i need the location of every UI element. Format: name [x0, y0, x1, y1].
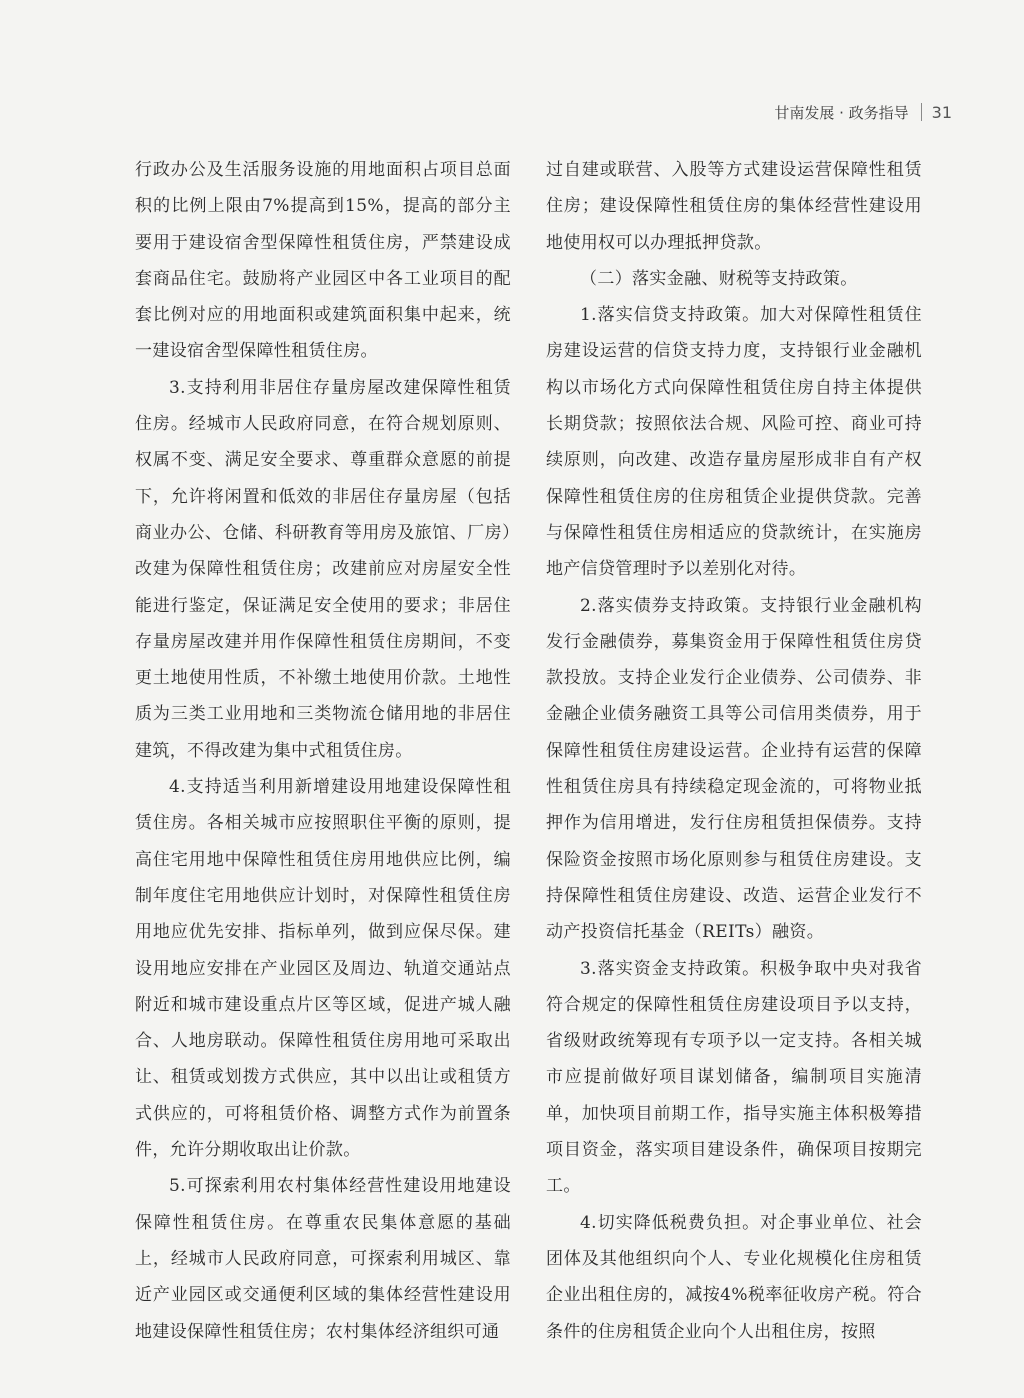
paragraph-credit-support: 1.落实信贷支持政策。加大对保障性租赁住房建设运营的信贷支持力度，支持银行业金融机构以市场化方式向保障性租赁住房自持主体提供长期贷款；按照依法合规、风险可控、商业可持续原则，向改建、改造存量房屋形成非自有产权保障性租赁住房的住房租赁企业提供贷款。完善与保障性租赁住房相适应的贷款统计，在实施房地产信贷管理时予以差别化对待。	[546, 305, 922, 580]
header-divider	[921, 103, 922, 121]
page-number: 31	[931, 102, 952, 122]
publication-title: 甘南发展 · 政务指导	[774, 103, 909, 122]
paragraph-bond-support: 2.落实债券支持政策。支持银行业金融机构发行金融债券，募集资金用于保障性租赁住房贷款投放。支持企业发行企业债券、公司债券、非金融企业债务融资工具等公司信用类债券，用于保障性租赁住房建设运营。企业持有运营的保障性租赁住房具有持续稳定现金流的，可将物业抵押作为信用增进，发行住房租赁担保债券。支持保险资金按照市场化原则参与租赁住房建设。支持保障性租赁住房建设、改造、运营企业发行不动产投资信托基金（REITs）融资。	[546, 595, 922, 943]
paragraph-continued: 行政办公及生活服务设施的用地面积占项目总面积的比例上限由7%提高到15%，提高的部分主要用于建设宿舍型保障性租赁住房，严禁建设成套商品住宅。鼓励将产业园区中各工业项目的配套比例对应的用地面积或建筑面积集中起来，统一建设宿舍型保障性租赁住房。	[135, 160, 511, 362]
paragraph-tax-relief: 4.切实降低税费负担。对企事业单位、社会团体及其他组织向个人、专业化规模化住房租赁企业出租住房的，减按4%税率征收房产税。符合条件的住房租赁企业向个人出租住房，按照	[546, 1212, 922, 1342]
left-column	[135, 152, 511, 1350]
paragraph-item-4: 4.支持适当利用新增建设用地建设保障性租赁住房。各相关城市应按照职住平衡的原则，提高住宅用地中保障性租赁住房用地供应比例，编制年度住宅用地供应计划时，对保障性租赁住房用地应优先安排、指标单列，做到应保尽保。建设用地应安排在产业园区及周边、轨道交通站点附近和城市建设重点片区等区域，促进产城人融合、人地房联动。保障性租赁住房用地可采取出让、租赁或划拨方式供应，其中以出让或租赁方式供应的，可将租赁价格、调整方式作为前置条件，允许分期收取出让价款。	[135, 777, 511, 1161]
paragraph-continued: 过自建或联营、入股等方式建设运营保障性租赁住房；建设保障性租赁住房的集体经营性建设用地使用权可以办理抵押贷款。	[546, 160, 922, 253]
running-header	[774, 100, 952, 124]
section-heading-2: （二）落实金融、财税等支持政策。	[580, 268, 858, 289]
paragraph-fund-support: 3.落实资金支持政策。积极争取中央对我省符合规定的保障性租赁住房建设项目予以支持，省级财政统筹现有专项予以一定支持。各相关城市应提前做好项目谋划储备，编制项目实施清单，加快项目前期工作，指导实施主体积极筹措项目资金，落实项目建设条件，确保项目按期完工。	[546, 958, 922, 1197]
paragraph-item-5: 5.可探索利用农村集体经营性建设用地建设保障性租赁住房。在尊重农民集体意愿的基础上，经城市人民政府同意，可探索利用城区、靠近产业园区或交通便利区域的集体经营性建设用地建设保障性租赁住房；农村集体经济组织可通	[135, 1176, 511, 1342]
paragraph-item-3: 3.支持利用非居住存量房屋改建保障性租赁住房。经城市人民政府同意，在符合规划原则、权属不变、满足安全要求、尊重群众意愿的前提下，允许将闲置和低效的非居住存量房屋（包括商业办公、仓储、科研教育等用房及旅馆、厂房）改建为保障性租赁住房；改建前应对房屋安全性能进行鉴定，保证满足安全使用的要求；非居住存量房屋改建并用作保障性租赁住房期间，不变更土地使用性质，不补缴土地使用价款。土地性质为三类工业用地和三类物流仓储用地的非居住建筑，不得改建为集中式租赁住房。	[135, 377, 511, 761]
right-column	[546, 152, 922, 1350]
